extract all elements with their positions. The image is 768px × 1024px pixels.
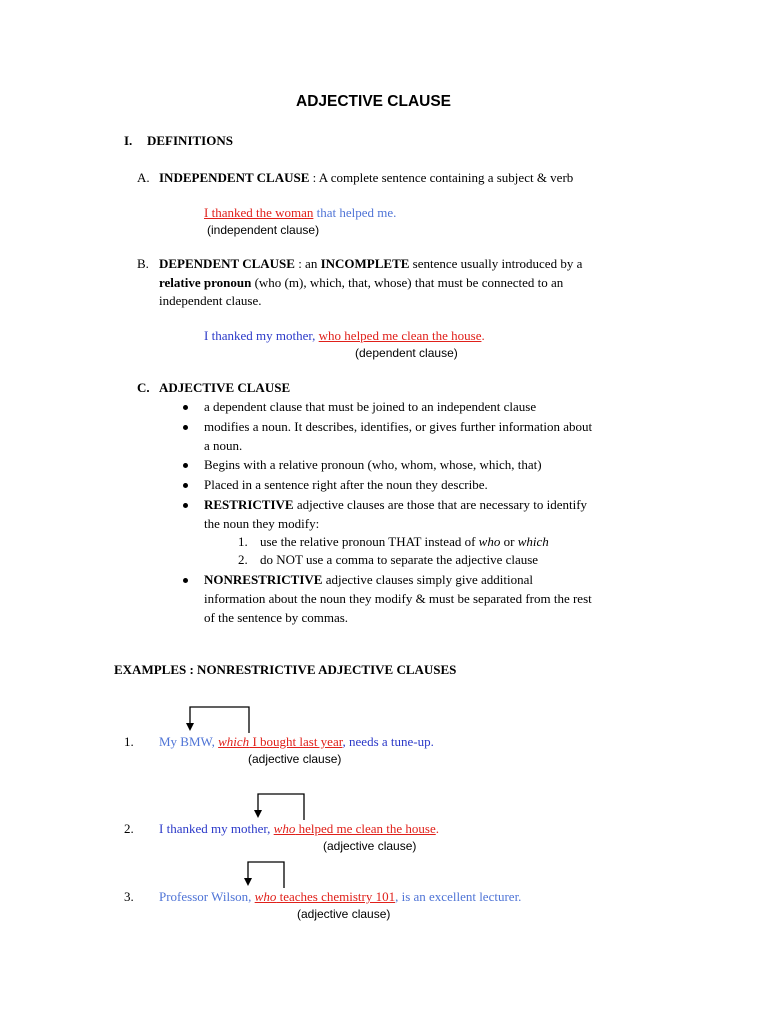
def-a-example-part2: that helped me. [313, 205, 397, 220]
def-b-line2 [159, 275, 563, 291]
def-a-term: INDEPENDENT CLAUSE [159, 170, 310, 185]
def-b-example [204, 328, 485, 344]
def-b-line3: independent clause. [159, 293, 262, 308]
examples-heading: EXAMPLES : NONRESTRICTIVE ADJECTIVE CLAUSES [114, 662, 457, 677]
section-number: I. [124, 133, 133, 148]
def-b-text-a: : an [294, 256, 321, 271]
def-a-example [204, 205, 396, 221]
sub-item-2: do NOT use a comma to separate the adjective clause [260, 552, 539, 567]
def-a-text: : A complete sentence containing a subject & verb [309, 170, 574, 185]
sub-item-1-text: use the relative pronoun THAT instead of [260, 534, 479, 549]
def-b-incomplete: INCOMPLETE [320, 256, 410, 271]
def-c-letter: C. [137, 380, 150, 395]
example-1-sentence [159, 734, 434, 750]
page-title: ADJECTIVE CLAUSE [296, 93, 452, 110]
example-3-number: 3. [124, 889, 134, 904]
bullet-icon [183, 405, 188, 410]
example-1-number: 1. [124, 734, 134, 749]
bullet-icon [183, 483, 188, 488]
example-2-relative-pronoun: who [273, 821, 296, 836]
def-b-example-part1: I thanked my mother, [204, 328, 319, 343]
example-1-part-d: , needs a tune-up. [342, 734, 434, 749]
nonrestrictive-term: NONRESTRICTIVE [204, 572, 323, 587]
example-2-sentence [159, 821, 439, 837]
example-3-part-a: Professor Wilson, [159, 889, 255, 904]
example-1-part-a: My BMW, [159, 734, 219, 749]
sub-item-1-number: 1. [238, 534, 248, 549]
def-c-bullet-1: a dependent clause that must be joined to an independent clause [204, 399, 537, 414]
def-c-bullet-2-line2: a noun. [204, 438, 243, 453]
example-3-note: (adjective clause) [297, 907, 391, 921]
def-c-bullet-4: Placed in a sentence right after the noun they describe. [204, 477, 488, 492]
def-c-bullet-6-line2: information about the noun they modify & must be separated from the rest [204, 591, 592, 606]
bullet-icon [183, 463, 188, 468]
def-b-line1 [159, 256, 582, 272]
def-b-relative-pronoun: relative pronoun [159, 275, 252, 290]
example-2-number: 2. [124, 821, 134, 836]
example-2-part-a: I thanked my mother, [159, 821, 274, 836]
def-a-letter: A. [137, 170, 150, 185]
clause-arrow-icon [186, 705, 252, 735]
example-1-clause: I bought last year [249, 734, 343, 749]
def-b-example-part2: who helped me clean the house [318, 328, 482, 343]
def-c-term: ADJECTIVE CLAUSE [159, 380, 291, 395]
def-b-text-2: (who (m), which, that, whose) that must be connected to an [251, 275, 564, 290]
example-2-clause: helped me clean the house [295, 821, 436, 836]
bullet-icon [183, 503, 188, 508]
section-title: DEFINITIONS [147, 133, 233, 148]
example-3-part-d: , is an excellent lecturer. [395, 889, 522, 904]
restrictive-term: RESTRICTIVE [204, 497, 294, 512]
sub-item-1-who: who [478, 534, 501, 549]
def-c-bullet-3: Begins with a relative pronoun (who, whom, whose, which, that) [204, 457, 542, 472]
sub-item-2-number: 2. [238, 552, 248, 567]
bullet-icon [183, 578, 188, 583]
clause-arrow-icon [244, 860, 288, 890]
example-3-clause: teaches chemistry 101 [276, 889, 396, 904]
def-b-term: DEPENDENT CLAUSE [159, 256, 295, 271]
def-b-letter: B. [137, 256, 149, 271]
bullet-icon [183, 425, 188, 430]
def-b-text-c: sentence usually introduced by a [409, 256, 583, 271]
sub-item-1-or: or [500, 534, 518, 549]
example-3-sentence [159, 889, 521, 905]
example-2-part-d: . [435, 821, 439, 836]
def-c-bullet-2-line1: modifies a noun. It describes, identifies, or gives further information about [204, 419, 593, 434]
clause-arrow-icon [254, 792, 308, 822]
example-2-note: (adjective clause) [323, 839, 417, 853]
example-1-note: (adjective clause) [248, 752, 342, 766]
def-b-example-part3: . [481, 328, 485, 343]
sub-item-1 [260, 534, 549, 550]
def-b-note: (dependent clause) [355, 346, 458, 360]
def-a-example-part1: I thanked the woman [204, 205, 314, 220]
nonrestrictive-text: adjective clauses simply give additional [322, 572, 533, 587]
def-a-line [159, 170, 573, 186]
def-c-bullet-6-line3: of the sentence by commas. [204, 610, 349, 625]
def-c-bullet-6-line1 [204, 572, 533, 588]
example-3-relative-pronoun: who [254, 889, 277, 904]
def-c-bullet-5-line2: the noun they modify: [204, 516, 320, 531]
restrictive-text: adjective clauses are those that are necessary to identify [293, 497, 588, 512]
def-a-note: (independent clause) [207, 223, 320, 237]
def-c-bullet-5-line1 [204, 497, 587, 513]
example-1-relative-pronoun: which [218, 734, 250, 749]
sub-item-1-which: which [517, 534, 549, 549]
